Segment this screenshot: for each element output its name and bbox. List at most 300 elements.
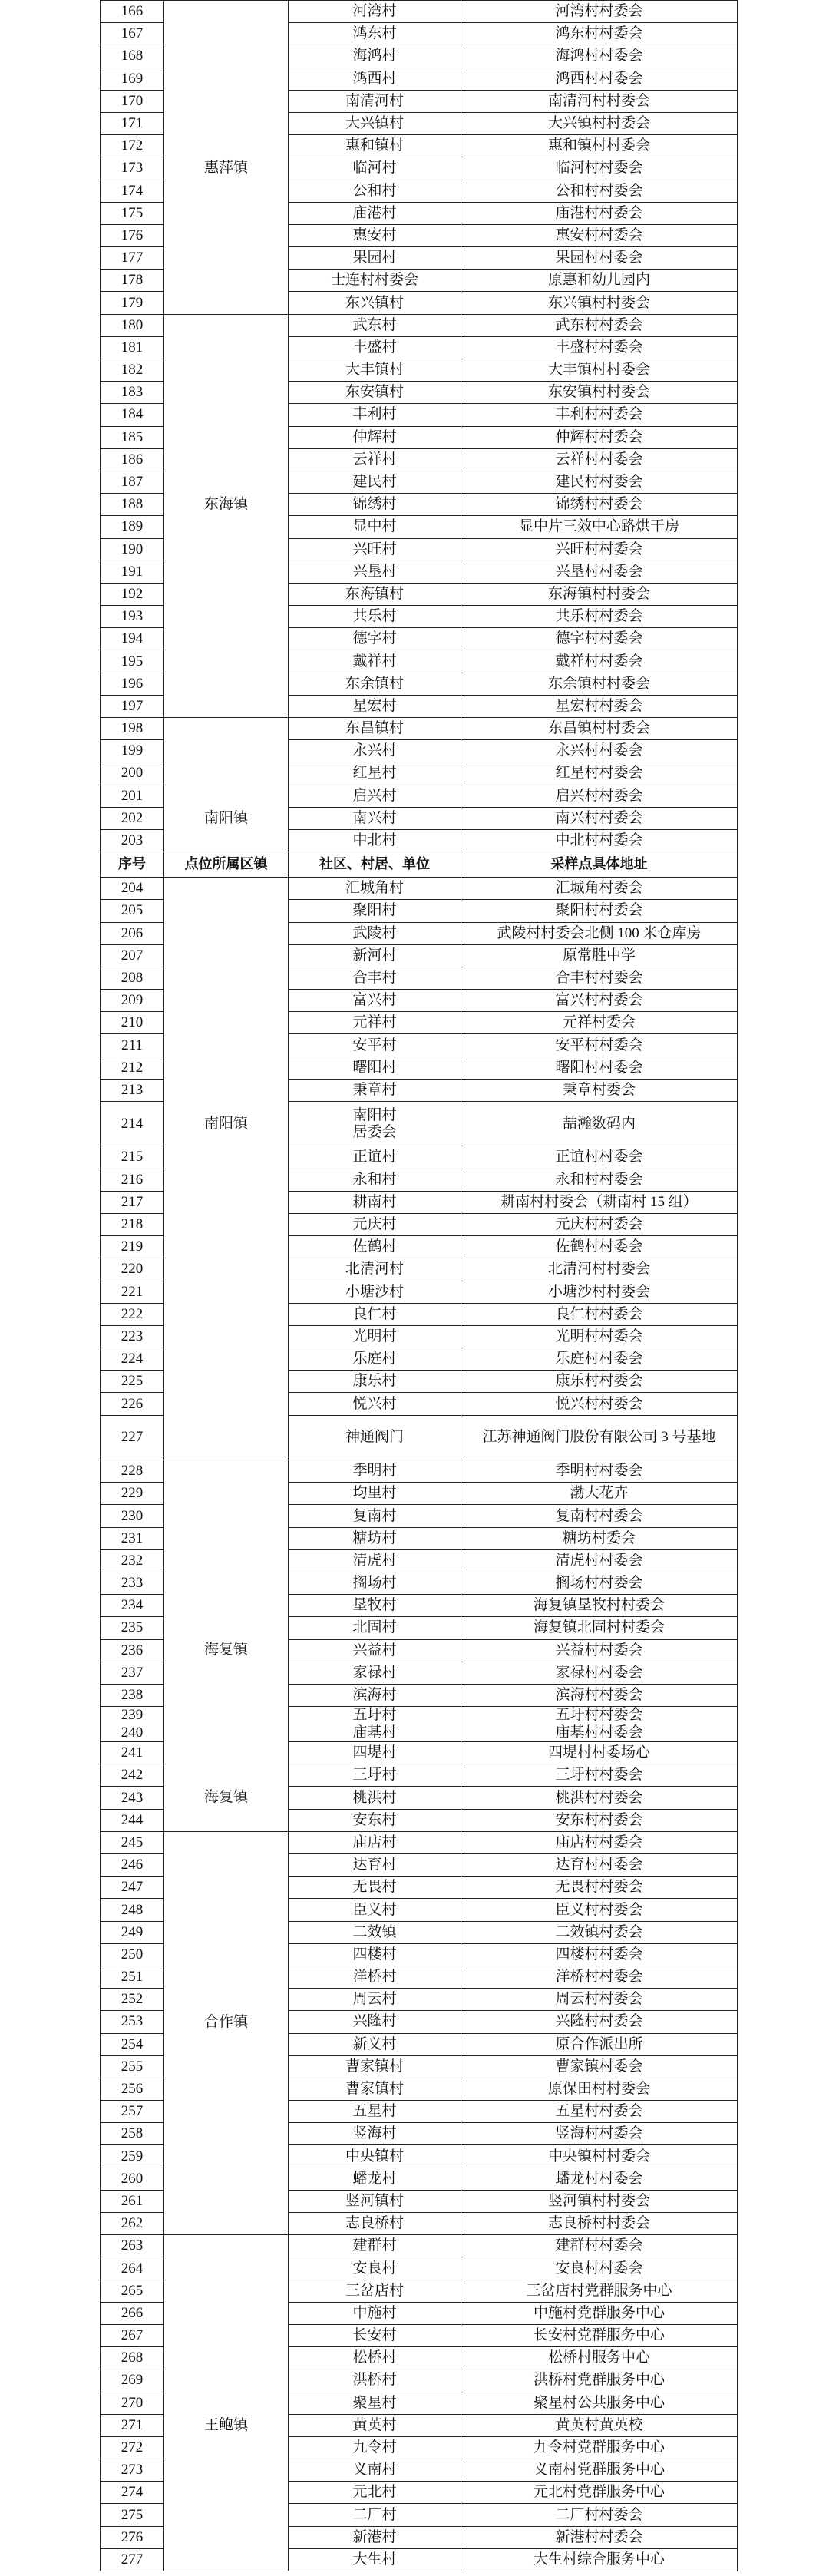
unit-name: 汇城角村: [289, 878, 461, 900]
row-number: 233: [101, 1572, 164, 1594]
row-number: 261: [101, 2190, 164, 2212]
row-number: 176: [101, 224, 164, 246]
row-number: 209: [101, 990, 164, 1012]
row-number: 171: [101, 112, 164, 134]
row-number: 228: [101, 1460, 164, 1483]
row-number: 208: [101, 967, 164, 989]
unit-name: 达育村: [289, 1854, 461, 1877]
sampling-address: 中施村党群服务中心: [461, 2302, 738, 2324]
sampling-address: 庙港村村委会: [461, 202, 738, 224]
unit-name: 佐鹤村: [289, 1236, 461, 1258]
unit-name: 东安镇村: [289, 382, 461, 404]
row-number: 193: [101, 606, 164, 628]
sampling-address: 安东村村委会: [461, 1809, 738, 1831]
sampling-address: 合丰村村委会: [461, 967, 738, 989]
unit-name: 红星村: [289, 762, 461, 785]
unit-name: 九令村: [289, 2436, 461, 2459]
header-serial-number: 序号: [101, 852, 164, 878]
row-number: 266: [101, 2302, 164, 2324]
sampling-address: 建民村村委会: [461, 471, 738, 493]
sampling-address: 五星村村委会: [461, 2101, 738, 2123]
sampling-address: 海鸿村村委会: [461, 45, 738, 68]
row-number: 276: [101, 2526, 164, 2548]
unit-name: 士连村村委会: [289, 270, 461, 292]
row-number: 270: [101, 2392, 164, 2414]
sampling-address: 临河村村委会: [461, 157, 738, 180]
unit-name: 复南村: [289, 1505, 461, 1527]
sampling-address: 三圩村村委会: [461, 1764, 738, 1787]
row-number: 185: [101, 426, 164, 448]
row-number: 222: [101, 1303, 164, 1325]
sampling-address: 丰利村村委会: [461, 404, 738, 426]
row-number: 190: [101, 538, 164, 561]
sampling-address: 秉章村委会: [461, 1079, 738, 1101]
row-number: 181: [101, 336, 164, 359]
sampling-address: 长安村党群服务中心: [461, 2324, 738, 2346]
sampling-address: 北清河村村委会: [461, 1258, 738, 1281]
unit-name: 四楼村: [289, 1943, 461, 1966]
unit-name: 公和村: [289, 180, 461, 202]
unit-name: 丰利村: [289, 404, 461, 426]
unit-name: 曹家镇村: [289, 2078, 461, 2100]
row-number: 220: [101, 1258, 164, 1281]
sampling-address: 五圩村村委会: [461, 1707, 738, 1724]
unit-name: 北清河村: [289, 1258, 461, 1281]
unit-name: 悦兴村: [289, 1393, 461, 1415]
sampling-address: 东安镇村村委会: [461, 382, 738, 404]
sampling-address: 兴益村村委会: [461, 1639, 738, 1662]
unit-name: 鸿西村: [289, 68, 461, 90]
row-number: 246: [101, 1854, 164, 1877]
sampling-address: 光明村村委会: [461, 1325, 738, 1348]
row-number: 213: [101, 1079, 164, 1101]
sampling-address: 兴旺村村委会: [461, 538, 738, 561]
sampling-address: 志良桥村村委会: [461, 2213, 738, 2235]
sampling-address: 义南村党群服务中心: [461, 2459, 738, 2482]
sampling-address: 聚星村公共服务中心: [461, 2392, 738, 2414]
sampling-address: 聚阳村村委会: [461, 900, 738, 922]
row-number: 221: [101, 1281, 164, 1303]
unit-name: 大兴镇村: [289, 112, 461, 134]
unit-name: 北固村: [289, 1617, 461, 1639]
row-number: 215: [101, 1146, 164, 1169]
row-number: 262: [101, 2213, 164, 2235]
sampling-address: 武东村村委会: [461, 314, 738, 336]
table-row: [101, 1831, 738, 1853]
header-town: 点位所属区镇: [164, 852, 289, 878]
row-number: 175: [101, 202, 164, 224]
sampling-address: 喆瀚数码内: [461, 1102, 738, 1146]
sampling-address: 元北村党群服务中心: [461, 2482, 738, 2504]
row-number: 180: [101, 314, 164, 336]
sampling-address: [461, 1415, 738, 1460]
unit-name: 海鸿村: [289, 45, 461, 68]
table-row: [101, 314, 738, 336]
sampling-address: 中北村村委会: [461, 829, 738, 852]
row-number: 184: [101, 404, 164, 426]
unit-name: 二厂村: [289, 2504, 461, 2526]
unit-name: 小塘沙村: [289, 1281, 461, 1303]
row-number: 191: [101, 561, 164, 583]
unit-name: 果园村: [289, 247, 461, 270]
unit-name: 惠安村: [289, 224, 461, 246]
sampling-address: 兴垦村村委会: [461, 561, 738, 583]
header-sampling-address: 采样点具体地址: [461, 852, 738, 878]
sampling-address: 黄英村黄英校: [461, 2414, 738, 2436]
unit-name: 洋桥村: [289, 1966, 461, 1988]
unit-name: 周云村: [289, 1989, 461, 2011]
sampling-address: 汇城角村委会: [461, 878, 738, 900]
unit-name: 惠和镇村: [289, 135, 461, 157]
row-number: 173: [101, 157, 164, 180]
sampling-address: 仲辉村村委会: [461, 426, 738, 448]
row-number: 194: [101, 628, 164, 650]
unit-name: 乐庭村: [289, 1348, 461, 1371]
row-number: 259: [101, 2145, 164, 2168]
unit-name: 安东村: [289, 1809, 461, 1831]
row-number: 242: [101, 1764, 164, 1787]
row-number: 196: [101, 673, 164, 695]
sampling-address: 南清河村村委会: [461, 90, 738, 112]
unit-name: 永和村: [289, 1169, 461, 1191]
sampling-address: 果园村村委会: [461, 247, 738, 270]
sampling-address: 共乐村村委会: [461, 606, 738, 628]
sampling-address: 曹家镇村委会: [461, 2055, 738, 2078]
row-number: 187: [101, 471, 164, 493]
town-name: 合作镇: [164, 1831, 289, 2234]
unit-name: 星宏村: [289, 695, 461, 717]
row-number: 227: [101, 1415, 164, 1460]
sampling-address-text: 江苏神通阀门股份有限公司 3 号基地: [482, 1429, 716, 1446]
row-number: 257: [101, 2101, 164, 2123]
unit-name: 垦牧村: [289, 1595, 461, 1617]
row-number: 248: [101, 1899, 164, 1921]
row-number: 241: [101, 1742, 164, 1764]
sampling-address: 兴隆村村委会: [461, 2011, 738, 2033]
row-number: 214: [101, 1102, 164, 1146]
row-number: 275: [101, 2504, 164, 2526]
row-number: 172: [101, 135, 164, 157]
sampling-address: 九令村党群服务中心: [461, 2436, 738, 2459]
unit-name: 建民村: [289, 471, 461, 493]
sampling-address: 原合作派出所: [461, 2033, 738, 2055]
town-name: 海复镇: [164, 1742, 289, 1832]
unit-name: 五圩村: [289, 1707, 461, 1724]
table-row: [101, 878, 738, 900]
unit-name: 义南村: [289, 2459, 461, 2482]
unit-name: 桃洪村: [289, 1787, 461, 1809]
sampling-address: 松桥村服务中心: [461, 2347, 738, 2369]
row-number: 170: [101, 90, 164, 112]
unit-name: 神通阀门: [289, 1415, 461, 1460]
unit-name: 丰盛村: [289, 336, 461, 359]
row-number: 197: [101, 695, 164, 717]
row-number: 238: [101, 1684, 164, 1706]
row-number: 269: [101, 2369, 164, 2392]
row-number: 204: [101, 878, 164, 900]
town-name: 南阳镇: [164, 718, 289, 852]
row-number: 217: [101, 1191, 164, 1213]
sampling-address: 搁场村村委会: [461, 1572, 738, 1594]
unit-name: 安良村: [289, 2257, 461, 2280]
sampling-address: 悦兴村村委会: [461, 1393, 738, 1415]
unit-name: 庙店村: [289, 1831, 461, 1853]
unit-name: 东昌镇村: [289, 718, 461, 740]
row-number: 237: [101, 1662, 164, 1684]
sampling-address: 达育村村委会: [461, 1854, 738, 1877]
unit-name: 臣义村: [289, 1899, 461, 1921]
unit-name: 糖坊村: [289, 1527, 461, 1549]
row-number: 258: [101, 2123, 164, 2145]
row-number: 264: [101, 2257, 164, 2280]
table-header-row: [101, 852, 738, 878]
row-number: 268: [101, 2347, 164, 2369]
sampling-address: 建群村村委会: [461, 2235, 738, 2257]
sampling-address: 家禄村村委会: [461, 1662, 738, 1684]
unit-name: 兴益村: [289, 1639, 461, 1662]
unit-name: 曙阳村: [289, 1057, 461, 1079]
sampling-address: 洋桥村村委会: [461, 1966, 738, 1988]
row-number: 273: [101, 2459, 164, 2482]
unit-name: 武东村: [289, 314, 461, 336]
row-number: 199: [101, 740, 164, 762]
sampling-address: 二厂村村委会: [461, 2504, 738, 2526]
sampling-address: 南兴村村委会: [461, 807, 738, 829]
row-number: 240: [101, 1724, 164, 1742]
town-name: 南阳镇: [164, 878, 289, 1460]
town-name: 东海镇: [164, 314, 289, 717]
unit-name: 清虎村: [289, 1549, 461, 1572]
sampling-address: 复南村村委会: [461, 1505, 738, 1527]
unit-name: 新河村: [289, 944, 461, 967]
unit-name: 竖海村: [289, 2123, 461, 2145]
sampling-address: 启兴村村委会: [461, 785, 738, 807]
sampling-address: 良仁村村委会: [461, 1303, 738, 1325]
unit-name: 永兴村: [289, 740, 461, 762]
unit-name: 临河村: [289, 157, 461, 180]
row-number: 265: [101, 2280, 164, 2302]
unit-name: 无畏村: [289, 1877, 461, 1899]
unit-name: 庙港村: [289, 202, 461, 224]
sampling-address: 元祥村委会: [461, 1012, 738, 1034]
sampling-address: 庙店村村委会: [461, 1831, 738, 1853]
unit-name: 三岔店村: [289, 2280, 461, 2302]
sampling-address: 公和村村委会: [461, 180, 738, 202]
sampling-address: 东海镇村村委会: [461, 583, 738, 605]
unit-name: 四堤村: [289, 1742, 461, 1764]
row-number: 250: [101, 1943, 164, 1966]
unit-name: 中北村: [289, 829, 461, 852]
sampling-address: 清虎村村委会: [461, 1549, 738, 1572]
unit-name: 富兴村: [289, 990, 461, 1012]
sampling-address: 永兴村村委会: [461, 740, 738, 762]
row-number: 188: [101, 494, 164, 516]
unit-name: 合丰村: [289, 967, 461, 989]
unit-name: 兴旺村: [289, 538, 461, 561]
unit-name: 兴垦村: [289, 561, 461, 583]
unit-name: 季明村: [289, 1460, 461, 1483]
row-number: 249: [101, 1921, 164, 1943]
unit-name: 元庆村: [289, 1213, 461, 1235]
unit-name: 锦绣村: [289, 494, 461, 516]
row-number: 218: [101, 1213, 164, 1235]
row-number: 225: [101, 1371, 164, 1393]
row-number: 178: [101, 270, 164, 292]
unit-name: 庙基村: [289, 1724, 461, 1742]
sampling-address: 河湾村村委会: [461, 1, 738, 23]
unit-name: 南清河村: [289, 90, 461, 112]
sampling-address: 鸿东村村委会: [461, 23, 738, 45]
row-number: 182: [101, 359, 164, 382]
sampling-address: 云祥村村委会: [461, 448, 738, 471]
sampling-address: 康乐村村委会: [461, 1371, 738, 1393]
unit-name: 曹家镇村: [289, 2055, 461, 2078]
row-number: 183: [101, 382, 164, 404]
sampling-address: 周云村村委会: [461, 1989, 738, 2011]
unit-name: 良仁村: [289, 1303, 461, 1325]
unit-name: 新港村: [289, 2526, 461, 2548]
sampling-address: 四堤村村委场心: [461, 1742, 738, 1764]
sampling-address: 东余镇村村委会: [461, 673, 738, 695]
sampling-address: 原常胜中学: [461, 944, 738, 967]
sampling-address: 正谊村村委会: [461, 1146, 738, 1169]
row-number: 236: [101, 1639, 164, 1662]
sampling-address: 洪桥村党群服务中心: [461, 2369, 738, 2392]
sampling-address: 安平村村委会: [461, 1034, 738, 1057]
unit-name: 云祥村: [289, 448, 461, 471]
sampling-address: 星宏村村委会: [461, 695, 738, 717]
sampling-address: 大丰镇村村委会: [461, 359, 738, 382]
row-number: 277: [101, 2548, 164, 2571]
row-number: 247: [101, 1877, 164, 1899]
row-number: 274: [101, 2482, 164, 2504]
row-number: 200: [101, 762, 164, 785]
sampling-address: 元庆村村委会: [461, 1213, 738, 1235]
row-number: 186: [101, 448, 164, 471]
unit-name: 南阳村 居委会: [289, 1102, 461, 1146]
row-number: 251: [101, 1966, 164, 1988]
row-number: 234: [101, 1595, 164, 1617]
sampling-address: 桃洪村村委会: [461, 1787, 738, 1809]
row-number: 267: [101, 2324, 164, 2346]
row-number: 202: [101, 807, 164, 829]
unit-name: 显中村: [289, 516, 461, 538]
unit-name: 松桥村: [289, 2347, 461, 2369]
row-number: 198: [101, 718, 164, 740]
sampling-address: 德字村村委会: [461, 628, 738, 650]
unit-name: 河湾村: [289, 1, 461, 23]
sampling-address: 三岔店村党群服务中心: [461, 2280, 738, 2302]
sampling-address: 永和村村委会: [461, 1169, 738, 1191]
unit-name: 德字村: [289, 628, 461, 650]
row-number: 245: [101, 1831, 164, 1853]
unit-name: 元北村: [289, 2482, 461, 2504]
sampling-address: 蟠龙村村委会: [461, 2168, 738, 2190]
unit-name: 五星村: [289, 2101, 461, 2123]
unit-name: 搁场村: [289, 1572, 461, 1594]
row-number: 272: [101, 2436, 164, 2459]
town-name: 惠萍镇: [164, 1, 289, 315]
sampling-address: 东昌镇村村委会: [461, 718, 738, 740]
sampling-address: 新港村村委会: [461, 2526, 738, 2548]
unit-name: 安平村: [289, 1034, 461, 1057]
unit-name: 蟠龙村: [289, 2168, 461, 2190]
table-row: [101, 1, 738, 23]
sampling-address: 曙阳村村委会: [461, 1057, 738, 1079]
row-number: 192: [101, 583, 164, 605]
unit-name: 兴隆村: [289, 2011, 461, 2033]
table-row: [101, 1742, 738, 1764]
sampling-address: 四楼村村委会: [461, 1943, 738, 1966]
row-number: 201: [101, 785, 164, 807]
sampling-address: 原惠和幼儿园内: [461, 270, 738, 292]
table-row: [101, 1460, 738, 1483]
sampling-address: 大生村综合服务中心: [461, 2548, 738, 2571]
sampling-address: 海复镇北固村村委会: [461, 1617, 738, 1639]
sampling-address: 滨海村村委会: [461, 1684, 738, 1706]
unit-name: 仲辉村: [289, 426, 461, 448]
sampling-address: 武陵村村委会北侧 100 米仓库房: [461, 922, 738, 944]
unit-name: 共乐村: [289, 606, 461, 628]
row-number: 168: [101, 45, 164, 68]
row-number: 260: [101, 2168, 164, 2190]
sampling-address: 渤大花卉: [461, 1483, 738, 1505]
row-number: 205: [101, 900, 164, 922]
sampling-address: 耕南村村委会（耕南村 15 组）: [461, 1191, 738, 1213]
unit-name: 洪桥村: [289, 2369, 461, 2392]
row-number: 226: [101, 1393, 164, 1415]
sampling-address: 竖海村村委会: [461, 2123, 738, 2145]
unit-name: 康乐村: [289, 1371, 461, 1393]
row-number: 256: [101, 2078, 164, 2100]
sampling-point-table: [100, 0, 738, 2571]
row-number: 206: [101, 922, 164, 944]
unit-name: 志良桥村: [289, 2213, 461, 2235]
row-number: 166: [101, 1, 164, 23]
sampling-address: 糖坊村委会: [461, 1527, 738, 1549]
row-number: 252: [101, 1989, 164, 2011]
sampling-address: 锦绣村村委会: [461, 494, 738, 516]
unit-name: 长安村: [289, 2324, 461, 2346]
sampling-address: 大兴镇村村委会: [461, 112, 738, 134]
unit-name: 中施村: [289, 2302, 461, 2324]
header-unit: 社区、村居、单位: [289, 852, 461, 878]
row-number: 174: [101, 180, 164, 202]
sampling-address: 乐庭村村委会: [461, 1348, 738, 1371]
row-number: 230: [101, 1505, 164, 1527]
sampling-address: 鸿西村村委会: [461, 68, 738, 90]
unit-name: 戴祥村: [289, 650, 461, 673]
unit-name: 家禄村: [289, 1662, 461, 1684]
row-number: 203: [101, 829, 164, 852]
unit-name: 大生村: [289, 2548, 461, 2571]
row-number: 207: [101, 944, 164, 967]
sampling-address: 季明村村委会: [461, 1460, 738, 1483]
sampling-address: 小塘沙村村委会: [461, 1281, 738, 1303]
row-number: 263: [101, 2235, 164, 2257]
unit-name: 正谊村: [289, 1146, 461, 1169]
table-row: [101, 718, 738, 740]
sampling-address: 二效镇村委会: [461, 1921, 738, 1943]
unit-name: 竖河镇村: [289, 2190, 461, 2212]
unit-name: 建群村: [289, 2235, 461, 2257]
sampling-address: 庙基村村委会: [461, 1724, 738, 1742]
row-number: 212: [101, 1057, 164, 1079]
sampling-address: 惠安村村委会: [461, 224, 738, 246]
row-number: 224: [101, 1348, 164, 1371]
unit-name: 东兴镇村: [289, 292, 461, 314]
row-number: 167: [101, 23, 164, 45]
